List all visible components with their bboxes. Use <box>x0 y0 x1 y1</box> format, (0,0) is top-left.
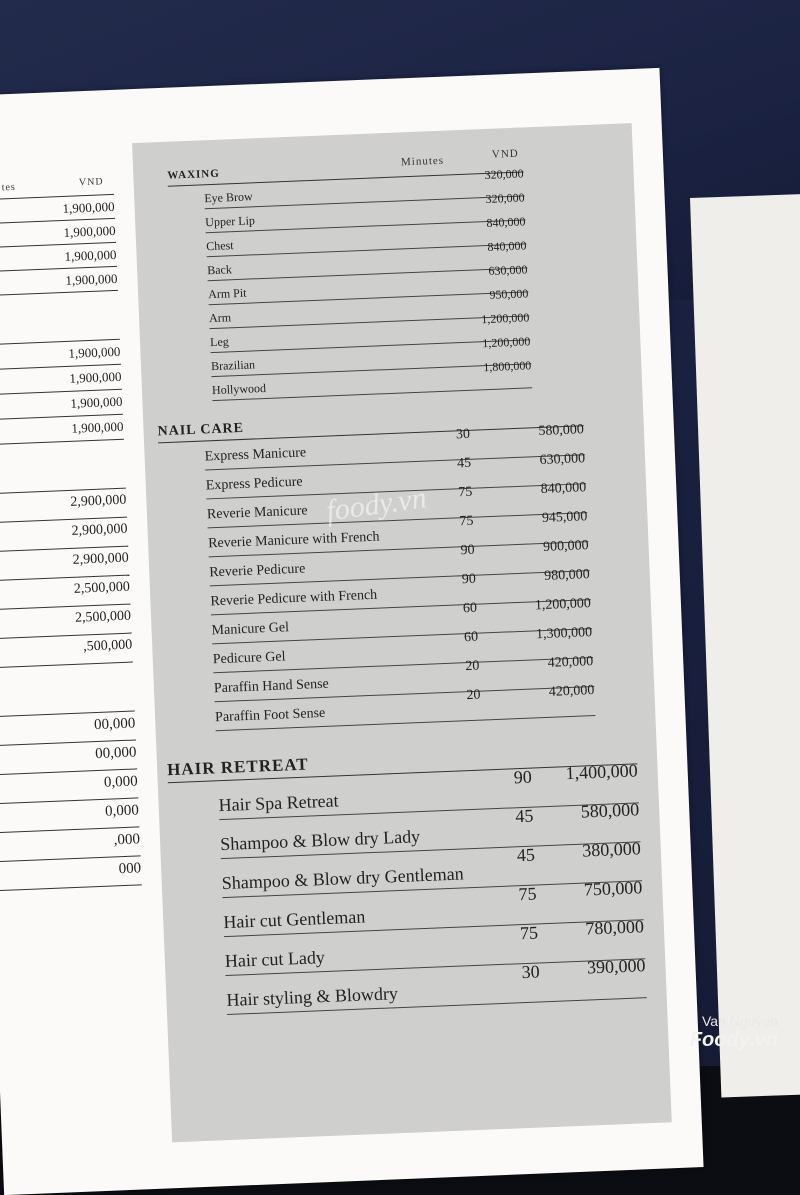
hair-retreat-item-price: 580,000 <box>580 799 640 822</box>
left-row-price: 2,900,000 <box>72 550 129 568</box>
left-row-price: 0,000 <box>103 773 138 791</box>
hair-retreat-item-minutes: 45 <box>516 844 536 866</box>
left-header-vnd: VND <box>78 176 104 189</box>
nail-care-item-minutes: 75 <box>459 513 474 530</box>
nail-care-item-price: 420,000 <box>547 654 594 671</box>
waxing-item-price: 1,200,000 <box>482 334 531 351</box>
nail-care-item-price: 420,000 <box>548 683 595 700</box>
hair-retreat-item-price: 390,000 <box>586 955 646 978</box>
left-row-price: 2,900,000 <box>71 521 128 539</box>
left-row-price: 00,000 <box>94 744 137 763</box>
left-price-column <box>0 174 142 891</box>
nail-care-item-name: Express Manicure <box>204 445 307 465</box>
waxing-item-name: Arm Pit <box>207 285 247 302</box>
left-row-price: ,500,000 <box>82 637 133 655</box>
left-row-price: ,000 <box>113 831 141 849</box>
waxing-item-price: 320,000 <box>485 190 525 206</box>
waxing-vnd-header: VND <box>491 147 520 161</box>
hair-retreat-item-price: 780,000 <box>585 916 645 939</box>
waxing-item-price: 320,000 <box>484 166 524 183</box>
nail-care-item-name: Paraffin Hand Sense <box>213 676 330 697</box>
hair-retreat-item-price: 1,400,000 <box>565 760 639 784</box>
credit-name: Van Nguyen <box>701 1013 778 1029</box>
hair-retreat-title: HAIR RETREAT <box>167 741 638 783</box>
left-row <box>0 634 133 669</box>
nail-care-item-name: Reverie Pedicure with French <box>210 587 378 610</box>
waxing-minutes-header: Minutes <box>400 154 445 169</box>
waxing-item-price: 840,000 <box>486 214 526 230</box>
left-row-price: 1,900,000 <box>64 246 117 264</box>
hair-retreat-item-name: Shampoo & Blow dry Gentleman <box>221 863 464 894</box>
nail-care-section <box>153 407 595 733</box>
nail-care-item-name: Paraffin Foot Sense <box>214 705 326 726</box>
hair-retreat-item-name: Shampoo & Blow dry Lady <box>219 826 421 855</box>
hair-retreat-item-price: 750,000 <box>583 877 643 900</box>
waxing-item-name: Brazilian <box>210 357 256 374</box>
nail-care-item-price: 630,000 <box>539 451 586 469</box>
left-row-price: 0,000 <box>104 802 140 820</box>
nail-care-item-price: 840,000 <box>540 480 587 498</box>
nail-care-item-minutes: 20 <box>466 687 481 704</box>
waxing-title: WAXING <box>167 167 221 182</box>
nail-care-item-name: Pedicure Gel <box>212 649 286 668</box>
nail-care-title: NAIL CARE <box>157 407 583 443</box>
waxing-item-name: Leg <box>209 334 230 350</box>
left-row-price: 1,900,000 <box>68 343 121 361</box>
left-row-price: 000 <box>118 860 142 878</box>
menu-sheet <box>0 68 704 1195</box>
hair-retreat-item-minutes: 75 <box>519 922 539 944</box>
waxing-item-name: Eye Brow <box>204 189 253 206</box>
hair-retreat-item-minutes: 75 <box>518 883 537 905</box>
left-row-price: 1,900,000 <box>62 198 115 216</box>
left-row-price: 2,500,000 <box>74 608 132 626</box>
waxing-item-name: Arm <box>208 310 232 326</box>
waxing-item-price: 950,000 <box>489 286 529 302</box>
nail-care-item-minutes: 30 <box>455 426 471 443</box>
photo-credit <box>690 1013 778 1052</box>
hair-retreat-item-name: Hair cut Lady <box>224 947 326 972</box>
nail-care-item-name: Reverie Pedicure <box>209 561 306 581</box>
nail-care-item-minutes: 20 <box>465 658 480 675</box>
left-row-price: 2,500,000 <box>73 579 131 597</box>
hair-retreat-item-name: Hair styling & Blowdry <box>226 983 399 1011</box>
nail-care-item-minutes: 90 <box>460 542 475 559</box>
waxing-item-price: 1,800,000 <box>483 358 532 375</box>
hair-retreat-item-minutes: 30 <box>521 961 541 983</box>
hair-retreat-section <box>167 741 647 1017</box>
hair-retreat-item-name: Hair Spa Retreat <box>218 790 339 816</box>
waxing-item-price: 1,200,000 <box>481 310 530 327</box>
hair-retreat-item-minutes: 90 <box>513 766 533 788</box>
nail-care-item-price: 900,000 <box>542 538 589 555</box>
nail-care-item-price: 945,000 <box>541 509 588 526</box>
nail-care-item-minutes: 75 <box>458 484 473 501</box>
hair-retreat-item-minutes: 45 <box>514 805 534 827</box>
nail-care-item-name: Manicure Gel <box>211 620 290 639</box>
waxing-item-name: Chest <box>205 238 234 254</box>
hair-retreat-item-price: 380,000 <box>581 838 642 861</box>
nail-care-item-price: 1,300,000 <box>535 625 593 643</box>
left-row-price: 2,900,000 <box>70 492 127 510</box>
credit-brand: Foody.vn <box>689 1029 778 1051</box>
left-row-price: 1,900,000 <box>70 393 123 411</box>
waxing-item-price: 630,000 <box>488 262 528 278</box>
waxing-item-name: Back <box>206 262 233 278</box>
waxing-item-name: Upper Lip <box>204 213 256 230</box>
left-row-price: 1,900,000 <box>71 418 124 436</box>
nail-care-item-price: 1,200,000 <box>534 596 592 614</box>
nail-care-item-minutes: 45 <box>456 455 472 472</box>
left-row-price: 1,900,000 <box>63 222 116 240</box>
left-row-price: 1,900,000 <box>65 270 118 288</box>
waxing-item-name: Hollywood <box>211 380 267 398</box>
nail-care-item-minutes: 90 <box>461 571 477 588</box>
left-row-price: 1,900,000 <box>69 368 122 386</box>
nail-care-item-price: 980,000 <box>543 567 591 584</box>
nail-care-item-name: Express Pedicure <box>205 474 303 494</box>
nail-care-item-minutes: 60 <box>463 629 479 646</box>
waxing-item-price: 840,000 <box>487 238 527 254</box>
nail-care-item-name: Reverie Manicure <box>206 503 308 523</box>
nail-care-item-minutes: 60 <box>462 600 478 617</box>
nail-care-item-price: 580,000 <box>538 422 585 440</box>
left-row-price: 00,000 <box>93 715 136 734</box>
foody-watermark: foody.vn <box>324 481 429 528</box>
left-header-minutes: tes <box>1 181 17 194</box>
hair-retreat-item-name: Hair cut Gentleman <box>222 906 366 933</box>
waxing-section <box>143 147 532 403</box>
nail-care-item-name: Reverie Manicure with French <box>207 529 380 552</box>
left-row <box>0 856 142 891</box>
